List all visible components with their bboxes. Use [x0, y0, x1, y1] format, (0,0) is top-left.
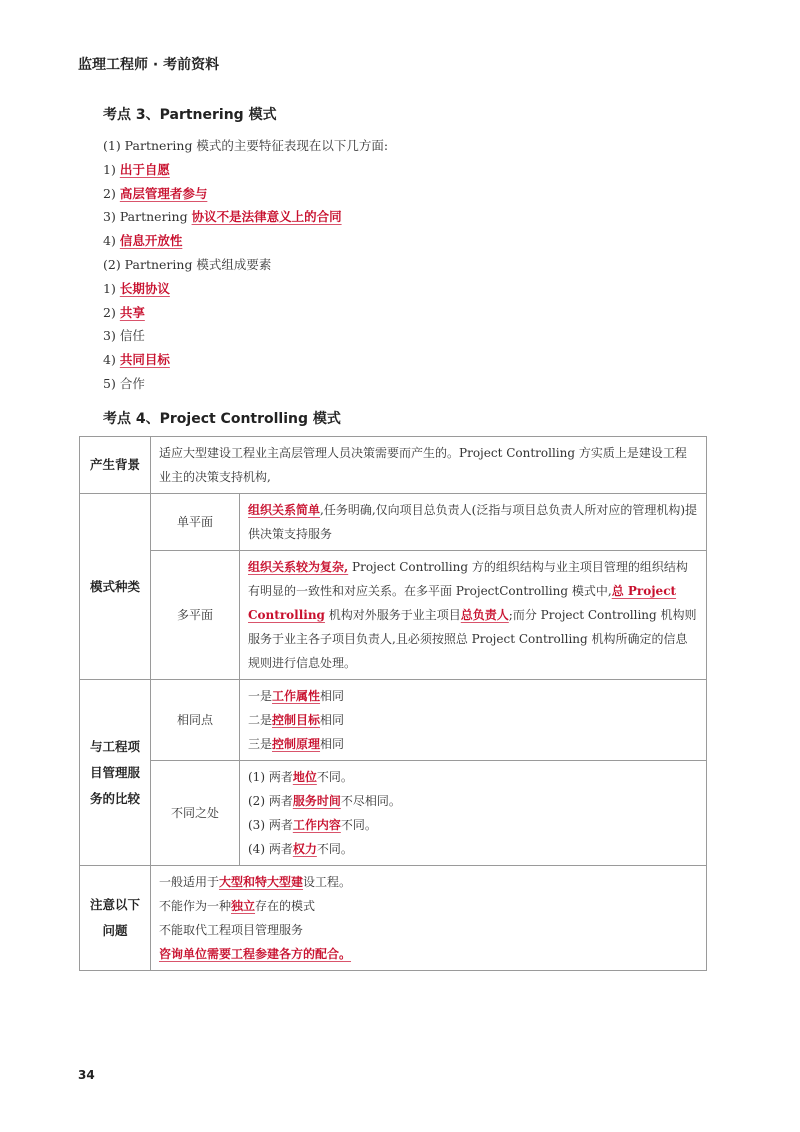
list-item: 不能取代工程项目管理服务: [159, 923, 304, 937]
sub-label: 单平面: [151, 494, 240, 551]
list-item: (4) 两者权力不同。: [248, 842, 353, 856]
table-row: [80, 437, 707, 494]
sub-label: 多平面: [151, 551, 240, 680]
list-item: 三是控制原理相同: [248, 737, 345, 751]
row-label: 注意以下问题: [80, 866, 151, 971]
features-heading: (1) Partnering 模式的主要特征表现在以下几方面:: [103, 138, 389, 153]
element-item: 4) 共同目标: [103, 352, 170, 368]
list-item: (3) 两者工作内容不同。: [248, 818, 377, 832]
list-item: 二是控制目标相同: [248, 713, 345, 727]
same-points: [240, 680, 707, 761]
element-item: 1) 长期协议: [103, 280, 170, 296]
feature-item: 2) 高层管理者参与: [103, 185, 208, 201]
page-number: 34: [78, 1068, 95, 1082]
list-item: 咨询单位需要工程参建各方的配合。: [159, 947, 352, 961]
running-header: 监理工程师 · 考前资料: [78, 57, 220, 73]
multi-plane-text: 组织关系较为复杂, Project Controlling 方的组织结构与业主项目管理的组织结构有明显的一致性和对应关系。在多平面 ProjectControlling 模式中,总 Project Controlling 机构对外服务于业主项目总负责人;而分 Project Controlling 机构则服务于业主各子项目负责人,且必须按照总 Project Controlling 机构所确定的信息规则进行信息处理。: [240, 551, 707, 680]
list-item: (1) 两者地位不同。: [248, 770, 353, 784]
element-item: 2) 共享: [103, 304, 145, 320]
list-item: 一般适用于大型和特大型建设工程。: [159, 875, 352, 889]
feature-item: 1) 出于自愿: [103, 161, 170, 177]
feature-item: 4) 信息开放性: [103, 233, 183, 249]
sub-label: 不同之处: [151, 761, 240, 866]
table-row: [80, 551, 707, 680]
single-plane-text: 组织关系简单,任务明确,仅向项目总负责人(泛指与项目总负责人所对应的管理机构)提供决策支持服务: [240, 494, 707, 551]
table-row: [80, 680, 707, 761]
list-item: (2) 两者服务时间不尽相同。: [248, 794, 401, 808]
list-item: 一是工作属性相同: [248, 689, 345, 703]
diff-points: [240, 761, 707, 866]
element-item: 5) 合作: [103, 375, 145, 391]
row-label: 与工程项目管理服务的比较: [80, 680, 151, 866]
background-text: 适应大型建设工程业主高层管理人员决策需要而产生的。Project Controlling 方实质上是建设工程业主的决策支持机构,: [151, 437, 707, 494]
sub-label: 相同点: [151, 680, 240, 761]
list-item: 不能作为一种独立存在的模式: [159, 899, 316, 913]
element-item: 3) 信任: [103, 328, 145, 344]
notes-text: [151, 866, 707, 971]
row-label: 产生背景: [80, 437, 151, 494]
row-label: 模式种类: [80, 494, 151, 680]
section-4-title: 考点 4、Project Controlling 模式: [103, 411, 341, 427]
table-row: [80, 494, 707, 551]
table-row: [80, 866, 707, 971]
elements-heading: (2) Partnering 模式组成要素: [103, 256, 272, 272]
feature-item: 3) Partnering 协议不是法律意义上的合同: [103, 209, 342, 225]
section-3-title: 考点 3、Partnering 模式: [103, 107, 277, 123]
project-controlling-table: [79, 436, 707, 971]
table-row: [80, 761, 707, 866]
partnering-list: [103, 134, 388, 396]
